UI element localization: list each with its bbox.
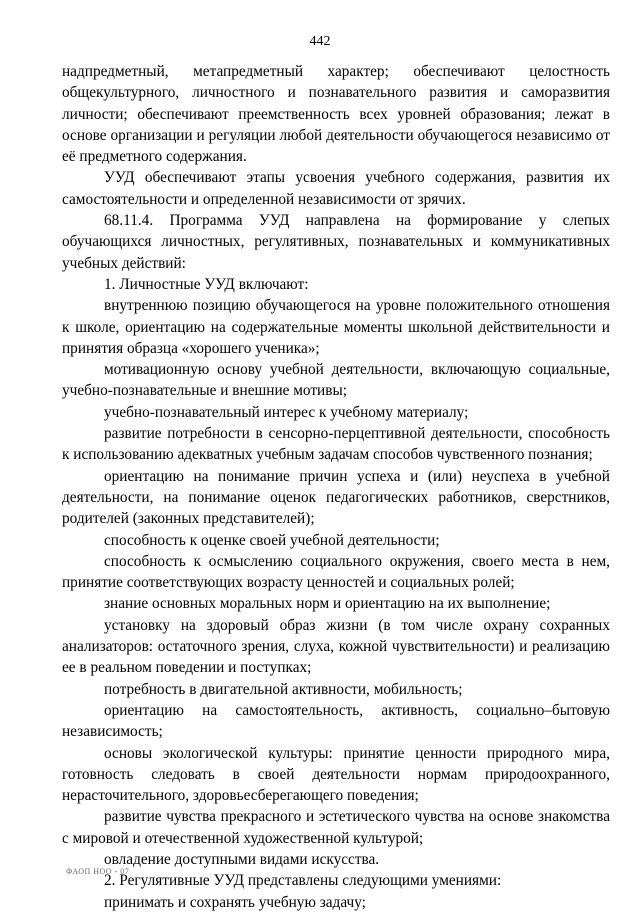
list-item: развитие чувства прекрасного и эстетического чувства на основе знакомства с мировой и отечественной художественной культурой; xyxy=(62,808,610,847)
footer-watermark: ФАОП НОО - 07 xyxy=(66,867,130,876)
paragraph: надпредметный, метапредметный характер; обеспечивают целостность общекультурного, личностного и познавательного развития и саморазвития личности; обеспечивают преемственность всех уровней образования; лежат в основе организации и регуляции любой деятельности обучающегося независимо от её предметного содержания. xyxy=(62,63,610,166)
list-item: основы экологической культуры: принятие ценности природного мира, готовность следовать в своей деятельности нормам природоохранного, нерасточительного, здоровьесберегающего поведения; xyxy=(62,744,610,805)
paragraph: УУД обеспечивают этапы усвоения учебного содержания, развития их самостоятельности и определенной независимости от зрячих. xyxy=(62,169,610,208)
list-item: ориентацию на самостоятельность, активность, социально–бытовую независимость; xyxy=(62,701,610,741)
list-item: развитие потребности в сенсорно-перцептивной деятельности, способность к использованию адекватных учебным задачам способов чувственного познания; xyxy=(62,425,610,464)
list-heading: 2. Регулятивные УУД представлены следующими умениями: xyxy=(104,872,502,890)
section-heading-paragraph: 68.11.4. Программа УУД направлена на формирование у слепых обучающихся личностных, регулятивных, познавательных и коммуникативных учебных действий: xyxy=(62,212,610,272)
list-item: мотивационную основу учебной деятельности, включающую социальные, учебно-познавательные и внешние мотивы; xyxy=(62,361,610,400)
list-item: овладение доступными видами искусства. xyxy=(104,850,380,868)
list-item: способность к оценке своей учебной деятельности; xyxy=(104,531,440,549)
list-item: принимать и сохранять учебную задачу; xyxy=(104,893,366,911)
list-item: знание основных моральных норм и ориентацию на их выполнение; xyxy=(104,595,551,613)
list-item: способность к осмыслению социального окружения, своего места в нем, принятие соответствующих возрасту ценностей и социальных ролей; xyxy=(62,552,610,592)
list-heading: 1. Личностные УУД включают: xyxy=(104,275,309,293)
list-item: потребность в двигательной активности, мобильность; xyxy=(104,680,463,698)
list-item: внутреннюю позицию обучающегося на уровне положительного отношения к школе, ориентацию на содержательные моменты школьной действительности и принятия образца «хорошего ученика»; xyxy=(62,297,610,357)
page-number: 442 xyxy=(309,34,331,49)
list-item: ориентацию на понимание причин успеха и (или) неуспеха в учебной деятельности, на понимание оценок педагогических работников, сверстников, родителей (законных представителей); xyxy=(62,467,610,528)
document-body xyxy=(62,61,610,913)
list-item: учебно-познавательный интерес к учебному материалу; xyxy=(104,403,469,421)
list-item: установку на здоровый образ жизни (в том числе охрану сохранных анализаторов: остаточного зрения, слуха, кожной чувствительности) и реализацию ее в реальном поведении и поступках; xyxy=(62,616,610,677)
